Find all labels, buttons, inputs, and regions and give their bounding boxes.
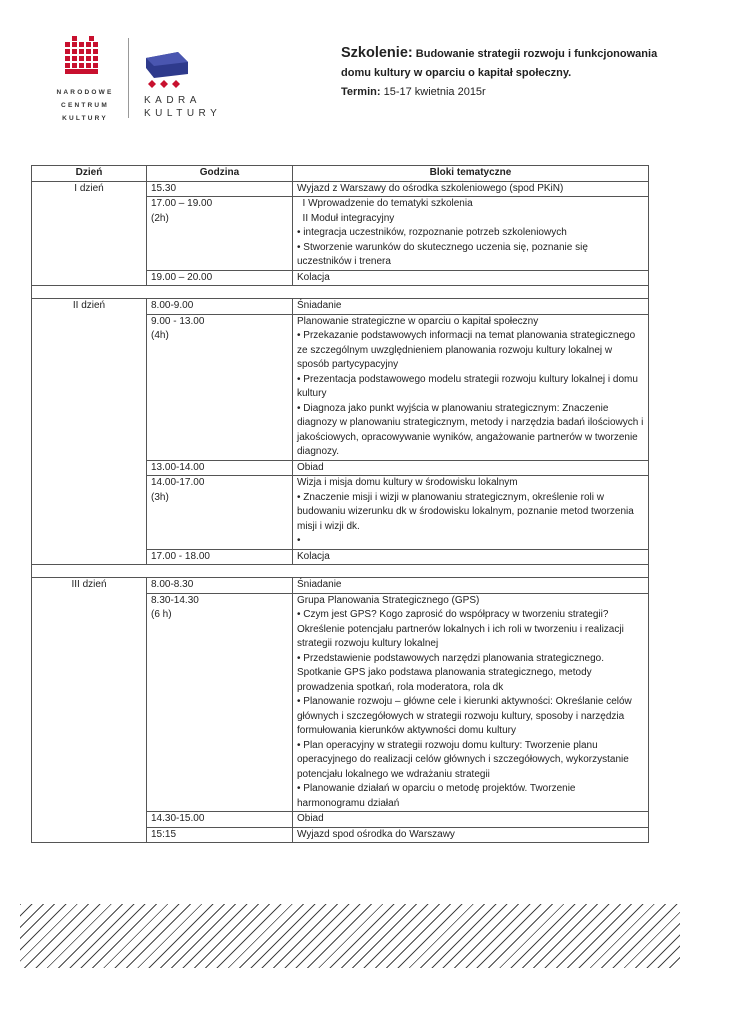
content-cell bbox=[293, 593, 649, 812]
content-cell: Obiad bbox=[293, 812, 649, 828]
decorative-hatch-band bbox=[20, 904, 680, 968]
hour-cell: 14.30-15.00 bbox=[147, 812, 293, 828]
ncK-logo-text bbox=[52, 86, 118, 125]
content-cell: Kolacja bbox=[293, 270, 649, 286]
hour-cell: 15.30 bbox=[147, 181, 293, 197]
content-cell: Śniadanie bbox=[293, 578, 649, 594]
table-row bbox=[32, 181, 649, 197]
document-header bbox=[341, 44, 661, 102]
logo-divider bbox=[128, 38, 129, 118]
hour-cell bbox=[147, 593, 293, 812]
ncK-line: NARODOWE bbox=[56, 89, 114, 96]
hour-cell bbox=[147, 197, 293, 271]
hour-range: 8.30-14.30 bbox=[151, 594, 199, 606]
content-line: • integracja uczestników, rozpoznanie potrzeb szkoleniowych bbox=[297, 227, 567, 238]
ncK-grid-icon bbox=[65, 36, 101, 74]
content-line: I Wprowadzenie do tematyki szkolenia bbox=[297, 198, 473, 209]
ncK-line: CENTRUM bbox=[61, 102, 109, 109]
content-cell: Śniadanie bbox=[293, 299, 649, 315]
hour-cell: 19.00 – 20.00 bbox=[147, 270, 293, 286]
table-row bbox=[32, 578, 649, 594]
content-bullet: • Plan operacyjny w strategii rozwoju domu kultury: Tworzenie planu operacyjnego do realizacji celów głównych i szczegółowych, wykorzystanie potencjału lokalnego we wdrażaniu strategii bbox=[297, 739, 629, 780]
hour-cell: 8.00-8.30 bbox=[147, 578, 293, 594]
hour-range: 14.00-17.00 bbox=[151, 477, 205, 488]
kadra-logo-text bbox=[144, 94, 221, 120]
content-bullet: • Znaczenie misji i wizji w planowaniu strategicznym, określenie roli w budowaniu wizerunku dk w środowisku lokalnym, poznanie metod tworzenia misji i wizji dk. bbox=[297, 491, 634, 532]
day-cell: I dzień bbox=[32, 181, 147, 286]
hour-cell: 13.00-14.00 bbox=[147, 460, 293, 476]
content-cell bbox=[293, 314, 649, 460]
content-cell: Kolacja bbox=[293, 549, 649, 565]
col-header-hour: Godzina bbox=[147, 166, 293, 182]
content-cell: Obiad bbox=[293, 460, 649, 476]
kadra-line: KADRA bbox=[144, 95, 201, 106]
hour-duration: (6 h) bbox=[151, 609, 172, 620]
content-bullet: • Planowanie działań w oparciu o metodę projektów. Tworzenie harmonogramu działań bbox=[297, 783, 576, 809]
content-bullet: • bbox=[297, 535, 301, 546]
szkolenie-label: Szkolenie: bbox=[341, 45, 413, 61]
schedule-table bbox=[31, 165, 649, 843]
content-title: Planowanie strategiczne w oparciu o kapitał społeczny bbox=[297, 315, 539, 327]
content-cell bbox=[293, 476, 649, 550]
content-bullet: • Diagnoza jako punkt wyjścia w planowaniu strategicznym: Znaczenie diagnozy w planowaniu strategicznym, metody i narzędzia badań ilościowych i jakościowych, opracowywanie wyników, angażowanie partnerów w tworzenie diagnozy. bbox=[297, 402, 644, 457]
spacer-row bbox=[32, 565, 649, 578]
kadra-line: KULTURY bbox=[144, 108, 222, 119]
table-row bbox=[32, 299, 649, 315]
content-bullet: • Przekazanie podstawowych informacji na temat planowania strategicznego ze szczególnym uwzględnieniem planowania rozwoju kultury lokalnej w sposób partycypacyjny bbox=[297, 330, 636, 370]
content-cell bbox=[293, 197, 649, 271]
hour-cell: 8.00-9.00 bbox=[147, 299, 293, 315]
content-line: • Stworzenie warunków do skutecznego uczenia się, poznanie się uczestników i trenera bbox=[297, 241, 588, 267]
hour-cell bbox=[147, 314, 293, 460]
szkolenie-title: Budowanie strategii rozwoju i funkcjonowania domu kultury w oparciu o kapitał społeczny. bbox=[341, 48, 658, 79]
kadra-brick-icon bbox=[144, 52, 194, 92]
hour-duration: (3h) bbox=[151, 491, 169, 503]
content-bullet: • Czym jest GPS? Kogo zaprosić do współpracy w tworzeniu strategii? Określenie potencjału partnerów lokalnych i ich roli w tworzeniu i realizacji strategii rozwoju kultury lokalnej bbox=[297, 609, 624, 649]
day-cell: II dzień bbox=[32, 299, 147, 565]
hour-cell: 17.00 - 18.00 bbox=[147, 549, 293, 565]
hour-cell bbox=[147, 476, 293, 550]
content-bullet: • Prezentacja podstawowego modelu strategii rozwoju kultury lokalnej i domu kultury bbox=[297, 373, 638, 399]
termin-label: Termin: bbox=[341, 86, 381, 98]
termin-value: 15-17 kwietnia 2015r bbox=[383, 86, 486, 98]
spacer-row bbox=[32, 286, 649, 299]
content-bullet: • Przedstawienie podstawowych narzędzi planowania strategicznego. Spotkanie GPS jako podstawa planowania strategicznego, metody prowadzenia spotkań, rola moderatora, rola dk bbox=[297, 652, 605, 693]
content-cell: Wyjazd spod ośrodka do Warszawy bbox=[293, 827, 649, 843]
content-title: Wizja i misja domu kultury w środowisku lokalnym bbox=[297, 477, 518, 488]
table-header-row bbox=[32, 166, 649, 182]
hour-range: 17.00 – 19.00 bbox=[151, 198, 213, 209]
ncK-line: KULTURY bbox=[62, 115, 108, 122]
content-bullet: • Planowanie rozwoju – główne cele i kierunki aktywności: Określanie celów głównych i szczegółowych w strategii rozwoju kultury, sposoby i narzędzia formułowania kierunków aktywności domu kultury bbox=[297, 696, 632, 736]
content-line: II Moduł integracyjny bbox=[297, 212, 395, 224]
hour-range: 9.00 - 13.00 bbox=[151, 315, 205, 327]
day-cell: III dzień bbox=[32, 578, 147, 843]
hour-duration: (2h) bbox=[151, 212, 169, 224]
content-title: Grupa Planowania Strategicznego (GPS) bbox=[297, 594, 480, 606]
hour-duration: (4h) bbox=[151, 330, 169, 341]
hour-cell: 15:15 bbox=[147, 827, 293, 843]
col-header-day: Dzień bbox=[32, 166, 147, 182]
col-header-blocks: Bloki tematyczne bbox=[293, 166, 649, 182]
content-cell: Wyjazd z Warszawy do ośrodka szkoleniowego (spod PKiN) bbox=[293, 181, 649, 197]
